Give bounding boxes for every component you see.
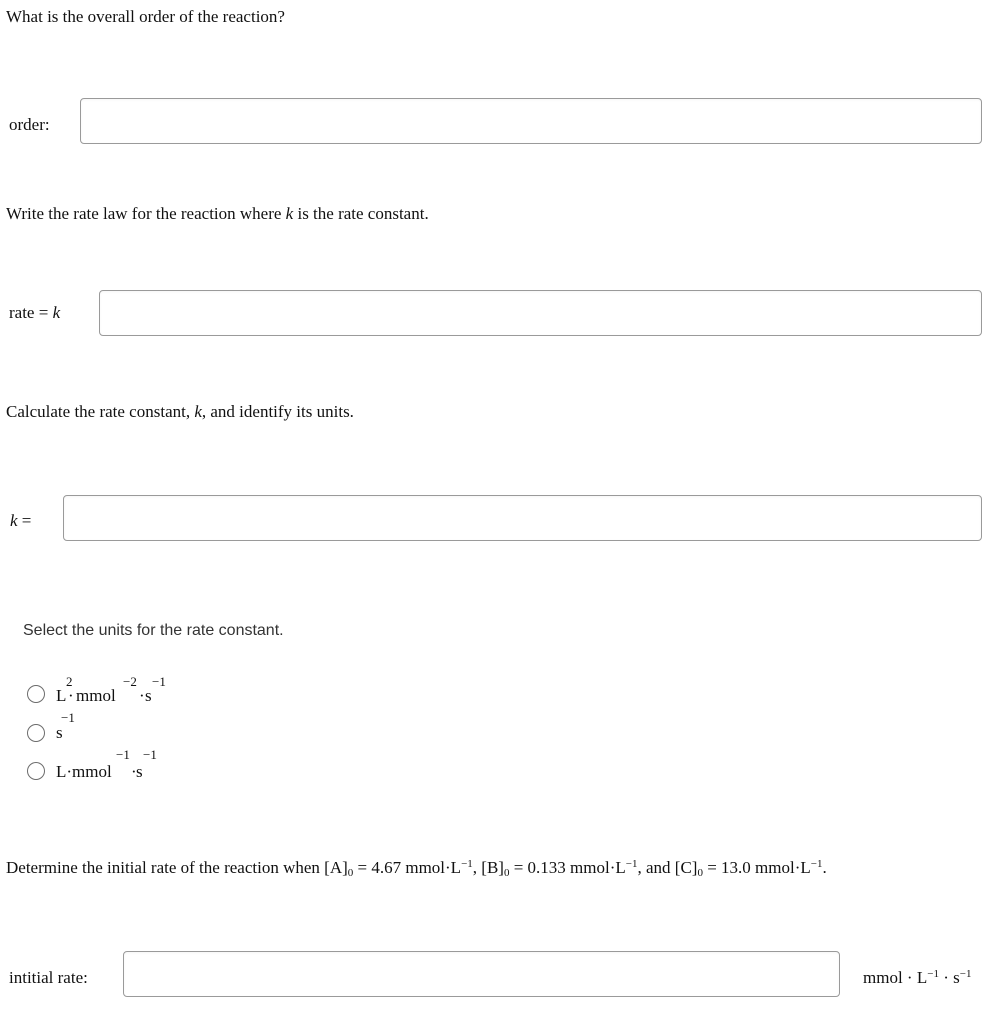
opt2-exp-neg1: −1 [61, 710, 75, 725]
unit-dot-1: · [906, 968, 913, 987]
k-label [10, 511, 31, 531]
rate-label-word: rate [9, 303, 35, 322]
opt3-exp-neg1-a: −1 [116, 747, 130, 762]
k-input[interactable] [63, 495, 982, 541]
opt3-exp-neg1-b: −1 [143, 747, 157, 762]
rate-law-question-text-1: Write the rate law for the reaction where [6, 204, 286, 223]
rate-constant-question-text-1: Calculate the rate constant, [6, 402, 195, 421]
rate-constant-question-var: k [194, 402, 202, 421]
conc-c-sub: 0 [697, 867, 703, 879]
conc-b-label: [B] [481, 858, 504, 877]
units-prompt: Select the units for the rate constant. [23, 622, 284, 639]
units-option-1-radio[interactable] [27, 685, 45, 703]
rate-law-question-text-2: is the rate constant. [293, 204, 429, 223]
unit-s-exp: −1 [959, 968, 972, 980]
question-rate-law [6, 204, 429, 224]
opt1-base-L: L [56, 686, 67, 705]
question-rate-constant [6, 402, 354, 422]
conc-a-exp: −1 [461, 858, 473, 870]
opt1-sep-2: · [139, 686, 145, 705]
rate-law-question-var: k [285, 204, 294, 223]
unit-dot-2: · [943, 968, 949, 987]
conc-a-label: [A] [324, 858, 348, 877]
opt2-base-s: s [56, 723, 63, 742]
k-label-var: k [10, 511, 18, 530]
opt1-exp-neg2: −2 [123, 674, 137, 689]
k-label-equals: = [21, 511, 32, 530]
initial-rate-question-end: . [822, 858, 827, 877]
conc-a-sub: 0 [347, 867, 354, 879]
opt1-sep-1: · [68, 686, 74, 705]
opt1-exp-neg1: −1 [152, 674, 166, 689]
conc-b-sub: 0 [503, 867, 510, 879]
opt3-base-Lmmol: L·mmol [56, 762, 112, 781]
unit-mmol: mmol [863, 968, 903, 987]
rate-law-input[interactable] [99, 290, 982, 336]
question-initial-rate [6, 858, 827, 878]
units-option-2-radio[interactable] [27, 724, 45, 742]
opt1-base-s: s [145, 686, 152, 705]
rate-label-var: k [52, 303, 61, 322]
initial-rate-label: intitial rate: [9, 968, 88, 987]
rate-label-equals: = [38, 303, 49, 322]
opt1-exp-2: 2 [66, 674, 73, 689]
unit-L: L [916, 968, 928, 987]
conc-sep-1: , [472, 858, 482, 877]
rate-constant-question-text-2: , and identify its units. [201, 402, 354, 421]
conc-b-exp: −1 [625, 858, 638, 870]
opt1-base-mmol: mmol [76, 686, 116, 705]
order-input[interactable] [80, 98, 982, 144]
conc-c-label: [C] [674, 858, 698, 877]
opt3-base-s: s [136, 762, 143, 781]
initial-rate-units [863, 968, 971, 988]
units-option-3-radio[interactable] [27, 762, 45, 780]
conc-a-value: = 4.67 mmol·L [353, 858, 462, 877]
unit-s: s [953, 968, 960, 987]
initial-rate-input[interactable] [123, 951, 840, 997]
order-label: order: [9, 115, 50, 134]
conc-sep-2: , and [637, 858, 675, 877]
unit-L-exp: −1 [927, 968, 939, 980]
conc-c-value: = 13.0 mmol·L [702, 858, 811, 877]
conc-c-exp: −1 [810, 858, 823, 870]
rate-label [9, 303, 60, 323]
conc-b-value: = 0.133 mmol·L [509, 858, 626, 877]
opt3-sep: · [131, 762, 137, 781]
initial-rate-question-prefix: Determine the initial rate of the reaction when [6, 858, 325, 877]
question-overall-order: What is the overall order of the reaction? [6, 7, 285, 26]
